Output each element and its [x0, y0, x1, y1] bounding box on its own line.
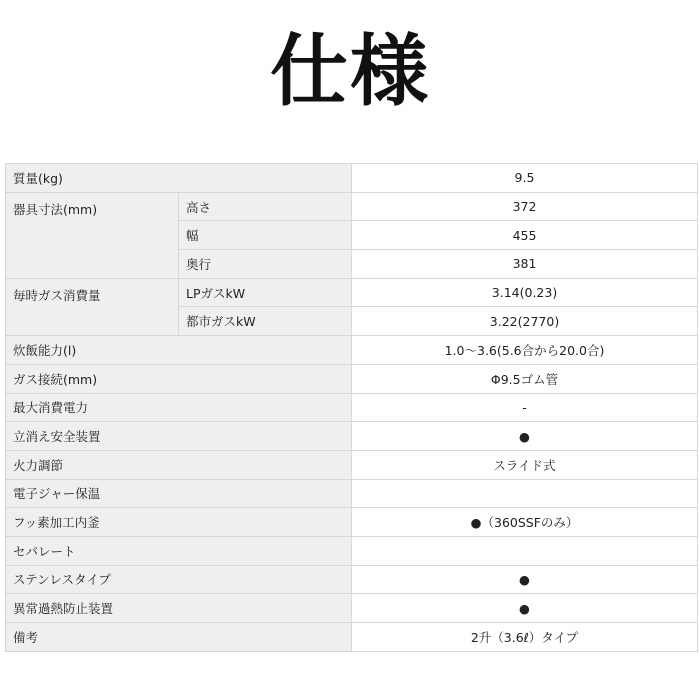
table-row-jar-warming	[6, 479, 698, 508]
table-row-separate	[6, 536, 698, 565]
row-label: 火力調節	[6, 450, 352, 479]
table-row-remarks	[6, 623, 698, 652]
row-label: 備考	[6, 623, 352, 652]
row-value: ●	[352, 594, 698, 623]
row-value: Φ9.5ゴム管	[352, 364, 698, 393]
row-value: 1.0〜3.6(5.6合から20.0合)	[352, 336, 698, 365]
row-label: フッ素加工内釜	[6, 508, 352, 537]
table-row-stainless	[6, 565, 698, 594]
row-value: 381	[352, 250, 698, 279]
row-value: ●（360SSFのみ）	[352, 508, 698, 537]
spec-table	[5, 163, 698, 652]
row-label: 異常過熱防止装置	[6, 594, 352, 623]
row-sub-label: LPガスkW	[179, 278, 352, 307]
row-value: 455	[352, 221, 698, 250]
table-row-overheat	[6, 594, 698, 623]
row-sub-label: 奥行	[179, 250, 352, 279]
table-row-gas-connection	[6, 364, 698, 393]
row-label: ステンレスタイプ	[6, 565, 352, 594]
row-value: ●	[352, 565, 698, 594]
row-label: ガス接続(mm)	[6, 364, 352, 393]
row-value: 3.22(2770)	[352, 307, 698, 336]
table-row-flame-safety	[6, 422, 698, 451]
table-row-fluorine-pot	[6, 508, 698, 537]
table-row-gas-lp	[6, 278, 698, 307]
row-value	[352, 479, 698, 508]
row-sub-label: 都市ガスkW	[179, 307, 352, 336]
row-label: 器具寸法(mm)	[6, 192, 179, 278]
row-label: 最大消費電力	[6, 393, 352, 422]
table-row-heat-control	[6, 450, 698, 479]
row-value: 372	[352, 192, 698, 221]
row-label: 立消え安全装置	[6, 422, 352, 451]
row-value: ●	[352, 422, 698, 451]
table-row-max-power	[6, 393, 698, 422]
row-label: セパレート	[6, 536, 352, 565]
row-value: スライド式	[352, 450, 698, 479]
row-value: -	[352, 393, 698, 422]
row-value: 3.14(0.23)	[352, 278, 698, 307]
row-value: 9.5	[352, 164, 698, 193]
row-sub-label: 高さ	[179, 192, 352, 221]
page-title: 仕様	[269, 26, 430, 117]
row-label: 質量(kg)	[6, 164, 352, 193]
row-value	[352, 536, 698, 565]
table-row-capacity	[6, 336, 698, 365]
row-value: 2升（3.6ℓ）タイプ	[352, 623, 698, 652]
table-row-dimensions-height	[6, 192, 698, 221]
table-row-mass	[6, 164, 698, 193]
row-label: 電子ジャー保温	[6, 479, 352, 508]
row-label: 毎時ガス消費量	[6, 278, 179, 335]
row-sub-label: 幅	[179, 221, 352, 250]
row-label: 炊飯能力(l)	[6, 336, 352, 365]
